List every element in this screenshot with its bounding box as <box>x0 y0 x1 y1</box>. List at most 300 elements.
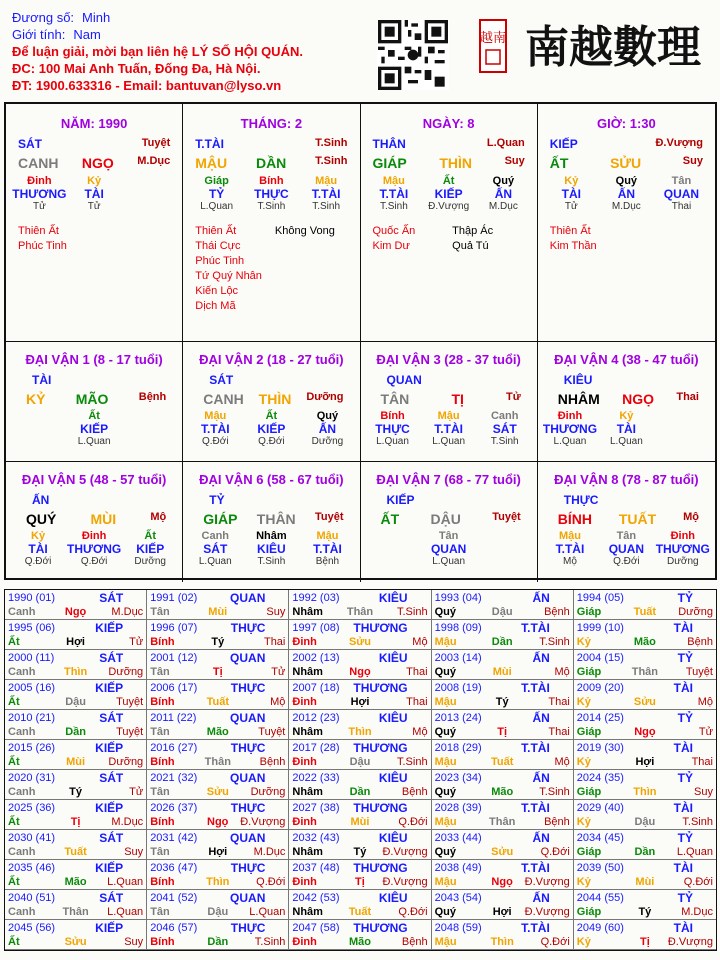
year-stage: Mộ <box>554 756 570 768</box>
hidden-stage: M.Dục <box>611 201 641 212</box>
year-ten-god: THỰC <box>230 681 266 695</box>
year-stem: Mậu <box>434 636 457 648</box>
year-branch: Thìn <box>490 936 514 948</box>
year-stem: Nhâm <box>292 726 323 738</box>
year-ten-god: THƯƠNG <box>353 741 408 755</box>
year-stem: Quý <box>434 726 456 738</box>
year-cell <box>5 920 147 950</box>
year-stage: Thai <box>406 666 428 678</box>
hidden-stem-col <box>244 175 299 212</box>
stars-left <box>361 224 453 254</box>
year-label: 1991 (02) <box>150 592 198 604</box>
year-top <box>150 771 285 785</box>
year-cell <box>147 920 289 950</box>
hidden-stem-col <box>122 530 178 567</box>
pillar-stem-branch-row <box>361 155 537 171</box>
year-branch: Ngọ <box>207 816 229 828</box>
year-bottom <box>435 665 570 679</box>
year-branch: Hợi <box>492 906 512 918</box>
year-ten-god: KIÊU <box>378 891 408 905</box>
year-branch: Tý <box>638 906 652 918</box>
year-stem: Mậu <box>434 816 457 828</box>
year-stage: Tuyệt <box>258 726 286 738</box>
year-cell <box>432 890 574 920</box>
year-stem: Canh <box>8 666 36 678</box>
year-label: 2037 (48) <box>292 862 340 874</box>
year-bottom <box>8 815 143 829</box>
year-cell <box>289 620 431 650</box>
year-branch: Tuất <box>206 696 229 708</box>
year-stem: Kỷ <box>576 816 591 828</box>
year-label: 2027 (38) <box>292 802 340 814</box>
year-branch: Thìn <box>348 726 372 738</box>
year-ten-god: T.TÀI <box>521 921 550 935</box>
star-item: Tứ Quý Nhân <box>195 270 262 282</box>
pillar-ten-god: KIẾP <box>549 137 578 151</box>
stars-right <box>275 224 335 314</box>
hidden-stage: L.Quan <box>553 436 587 447</box>
dai-van-ten-god: KIÊU <box>563 373 593 387</box>
year-cell <box>432 620 574 650</box>
year-stem: Tân <box>150 726 170 738</box>
dai-van-stem: ẤT <box>380 511 400 527</box>
year-ten-god: ẤN <box>532 891 550 905</box>
year-branch: Tị <box>497 726 508 738</box>
year-top <box>292 711 427 725</box>
pillar-cell <box>6 104 183 342</box>
hidden-stem: Kỷ <box>564 175 579 187</box>
dai-van-branch: MÃO <box>75 391 109 407</box>
year-stem: Mậu <box>434 696 457 708</box>
year-stage: Tử <box>698 726 713 738</box>
hidden-stem-col <box>122 410 178 447</box>
dai-van-ten-god: TỶ <box>209 493 225 507</box>
year-stage: Tuyệt <box>116 726 144 738</box>
hidden-stem-col <box>67 175 122 212</box>
dai-van-branch: NGỌ <box>622 391 654 407</box>
dai-van-stem-branch <box>361 391 537 407</box>
star-item: Kim Dư <box>372 240 410 252</box>
hidden-stem-col <box>365 410 421 447</box>
year-branch: Hợi <box>208 846 228 858</box>
year-stem: Kỷ <box>576 756 591 768</box>
dai-van-stage: Mộ <box>683 511 699 523</box>
year-stage: Mộ <box>412 726 428 738</box>
year-stage: Đ.Vượng <box>240 816 286 828</box>
year-branch: Sửu <box>491 846 514 858</box>
qr-code-icon <box>377 20 449 90</box>
year-cell <box>147 740 289 770</box>
year-top <box>435 921 570 935</box>
star-item: Quốc Ấn <box>372 225 416 237</box>
dai-van-ten-god: THỰC <box>563 493 599 507</box>
hidden-ten-god: THƯƠNG <box>67 542 122 556</box>
year-stage: Thai <box>263 636 286 648</box>
year-bottom <box>292 665 427 679</box>
hidden-ten-god: TỶ <box>208 187 225 201</box>
hidden-ten-god: T.TÀI <box>200 422 230 436</box>
year-ten-god: THƯƠNG <box>353 681 408 695</box>
year-branch: Mão <box>64 876 87 888</box>
dai-van-stem-branch <box>361 511 537 527</box>
year-branch: Dần <box>349 786 371 798</box>
year-cell <box>5 740 147 770</box>
hidden-stem-col <box>476 175 531 212</box>
year-cell <box>147 680 289 710</box>
year-top <box>435 771 570 785</box>
pillar-top-row <box>361 137 537 151</box>
year-bottom <box>292 725 427 739</box>
year-ten-god: SÁT <box>99 891 124 905</box>
year-label: 2015 (26) <box>8 742 56 754</box>
year-ten-god: THƯƠNG <box>353 921 408 935</box>
dai-van-stage: Dưỡng <box>306 391 344 403</box>
year-cell <box>432 740 574 770</box>
year-top <box>577 771 713 785</box>
year-label: 2048 (59) <box>434 922 482 934</box>
year-cell <box>5 860 147 890</box>
year-stage: Thai <box>691 756 713 768</box>
year-top <box>435 591 570 605</box>
year-bottom <box>435 845 570 859</box>
year-ten-god: QUAN <box>230 711 266 725</box>
year-ten-god: TÀI <box>673 801 693 815</box>
year-top <box>577 681 713 695</box>
hidden-stem-col <box>12 175 67 212</box>
hidden-stage: T.Sinh <box>490 436 519 447</box>
year-stem: Nhâm <box>292 666 323 678</box>
hidden-stem-col <box>421 410 477 447</box>
year-top <box>435 741 570 755</box>
year-cell <box>289 710 431 740</box>
star-item: Dịch Mã <box>195 300 236 312</box>
hidden-stage: Dưỡng <box>666 556 699 567</box>
year-label: 1995 (06) <box>8 622 56 634</box>
year-stage: Q.Đới <box>256 876 286 888</box>
year-ten-god: KIẾP <box>95 741 124 755</box>
year-ten-god: KIẾP <box>95 861 124 875</box>
year-ten-god: SÁT <box>99 711 124 725</box>
dai-van-cell <box>361 342 538 462</box>
hidden-stem: Quý <box>492 175 515 187</box>
hidden-stem-col <box>243 410 299 447</box>
year-cell <box>289 770 431 800</box>
year-branch: Tị <box>212 666 223 678</box>
year-top <box>435 831 570 845</box>
year-stem: Nhâm <box>292 606 323 618</box>
year-ten-god: TỶ <box>677 771 693 785</box>
year-stage: Thai <box>406 696 428 708</box>
year-ten-god: SÁT <box>99 651 124 665</box>
year-branch: Tị <box>70 816 81 828</box>
hidden-stem: Giáp <box>204 175 229 187</box>
pillar-top-row <box>183 137 359 151</box>
year-top <box>435 651 570 665</box>
dai-van-stem: GIÁP <box>203 511 238 527</box>
year-cell <box>5 710 147 740</box>
hidden-stage: L.Quan <box>200 201 234 212</box>
year-top <box>292 861 427 875</box>
year-ten-god: TÀI <box>673 681 693 695</box>
dai-van-ten-god: SÁT <box>209 373 234 387</box>
year-top <box>150 591 285 605</box>
year-ten-god: ẤN <box>532 771 550 785</box>
hidden-ten-god: KIẾP <box>434 187 463 201</box>
year-ten-god: SÁT <box>99 591 124 605</box>
year-bottom <box>150 815 285 829</box>
star-item: Thiên Ất <box>549 225 591 237</box>
year-label: 2022 (33) <box>292 772 340 784</box>
year-top <box>8 891 143 905</box>
hidden-stem-col <box>542 530 598 567</box>
logo-text: 南越數理 <box>525 22 701 73</box>
dai-van-stem: QUÝ <box>26 511 57 527</box>
year-bottom <box>577 875 713 889</box>
hidden-ten-god: TÀI <box>28 542 48 556</box>
year-top <box>8 831 143 845</box>
year-stem: Nhâm <box>292 846 323 858</box>
year-stage: Đ.Vượng <box>667 936 713 948</box>
year-branch: Tị <box>639 936 650 948</box>
year-stem: Đinh <box>292 636 317 648</box>
year-bottom <box>577 815 713 829</box>
year-top <box>8 591 143 605</box>
pillar-cell <box>538 104 715 342</box>
year-label: 2009 (20) <box>576 682 624 694</box>
year-stage: T.Sinh <box>397 756 428 768</box>
year-stage: Bệnh <box>544 816 570 828</box>
year-cell <box>432 920 574 950</box>
year-branch: Ngọ <box>634 726 656 738</box>
dai-van-stem: BÍNH <box>557 511 592 527</box>
year-top <box>8 861 143 875</box>
year-stem: Đinh <box>292 816 317 828</box>
hidden-stem: Tân <box>616 530 637 542</box>
pillar-branch: SỬU <box>610 155 642 171</box>
hidden-ten-god: KIẾP <box>257 422 286 436</box>
hidden-stage: Dưỡng <box>311 436 344 447</box>
hidden-ten-god: SÁT <box>203 542 228 556</box>
year-stage: Bệnh <box>401 786 428 798</box>
year-top <box>150 741 285 755</box>
dai-van-ten-god: TÀI <box>32 373 52 387</box>
dai-van-cell <box>538 462 715 582</box>
hidden-stage: M.Dục <box>488 201 518 212</box>
hidden-ten-god: KIÊU <box>257 542 286 556</box>
pillar-stem-branch-row <box>538 155 715 171</box>
hidden-ten-god: ẤN <box>318 422 337 436</box>
year-cell <box>574 830 716 860</box>
year-top <box>435 801 570 815</box>
year-ten-god: SÁT <box>99 771 124 785</box>
year-top <box>292 621 427 635</box>
dai-van-ten-god: QUAN <box>386 373 422 387</box>
hidden-stem: Ất <box>144 530 156 542</box>
hidden-ten-god: THỰC <box>375 422 410 436</box>
pillar-hidden-stems <box>183 175 359 212</box>
hidden-stem-col <box>655 530 711 567</box>
dai-van-stage: Tuyệt <box>314 511 344 523</box>
year-top <box>577 861 713 875</box>
year-stem: Mậu <box>434 876 457 888</box>
hidden-stem-col <box>654 175 709 212</box>
year-top <box>292 891 427 905</box>
dai-van-stem: CANH <box>203 391 244 407</box>
hidden-ten-god: SÁT <box>492 422 517 436</box>
pillar-branch: THÌN <box>439 155 472 171</box>
hidden-stem: Quý <box>316 410 339 422</box>
hidden-stem-col <box>477 530 533 567</box>
year-ten-god: KIÊU <box>378 651 408 665</box>
year-cell <box>147 890 289 920</box>
pillar-stage: T.Sinh <box>315 155 348 167</box>
year-top <box>150 621 285 635</box>
year-ten-god: THƯƠNG <box>353 861 408 875</box>
year-stem: Giáp <box>576 906 602 918</box>
year-bottom <box>8 845 143 859</box>
hidden-ten-god: T.TÀI <box>313 542 342 556</box>
year-ten-god: T.TÀI <box>521 801 550 815</box>
dai-van-cell <box>183 342 360 462</box>
year-branch: Tuất <box>64 846 87 858</box>
year-stage: Q.Đới <box>398 816 428 828</box>
year-branch: Thân <box>631 666 659 678</box>
year-bottom <box>577 725 713 739</box>
pillar-stem: CANH <box>18 155 59 171</box>
year-ten-god: THỰC <box>230 621 266 635</box>
year-cell <box>147 800 289 830</box>
dai-van-hidden <box>361 410 537 447</box>
year-stem: Giáp <box>576 726 602 738</box>
year-branch: Hợi <box>635 756 655 768</box>
hidden-ten-god: TÀI <box>561 187 581 201</box>
year-top <box>8 651 143 665</box>
year-bottom <box>577 635 713 649</box>
year-stem: Giáp <box>576 786 602 798</box>
year-bottom <box>577 785 713 799</box>
pillar-stage-top: T.Sinh <box>315 137 348 149</box>
year-branch: Thìn <box>633 786 657 798</box>
year-stem: Canh <box>8 846 36 858</box>
year-ten-god: KIẾP <box>95 621 124 635</box>
year-label: 2002 (13) <box>292 652 340 664</box>
year-label: 2006 (17) <box>150 682 198 694</box>
year-branch: Dậu <box>634 816 656 828</box>
year-bottom <box>577 695 713 709</box>
hidden-stage: Q.Đới <box>613 556 640 567</box>
year-top <box>8 681 143 695</box>
year-stem: Ất <box>8 636 20 648</box>
year-stage: Dưỡng <box>108 666 144 678</box>
year-stage: Dưỡng <box>678 606 713 618</box>
year-cell <box>5 620 147 650</box>
hidden-stem-col <box>299 175 354 212</box>
year-cell <box>147 590 289 620</box>
year-bottom <box>292 905 427 919</box>
year-ten-god: KIÊU <box>378 771 408 785</box>
year-top <box>8 921 143 935</box>
year-cell <box>574 860 716 890</box>
year-label: 2020 (31) <box>8 772 56 784</box>
year-bottom <box>577 905 713 919</box>
year-ten-god: T.TÀI <box>521 681 550 695</box>
year-bottom <box>150 845 285 859</box>
year-stem: Quý <box>434 846 456 858</box>
year-top <box>150 801 285 815</box>
pillar-stem: GIÁP <box>372 155 407 171</box>
year-branch: Thân <box>62 906 89 918</box>
year-cell <box>147 650 289 680</box>
year-cell <box>574 620 716 650</box>
year-label: 1990 (01) <box>8 592 56 604</box>
year-top <box>435 861 570 875</box>
hidden-ten-god: QUAN <box>608 542 645 556</box>
year-stem: Giáp <box>576 666 602 678</box>
year-stem: Nhâm <box>292 786 323 798</box>
year-label: 2036 (47) <box>150 862 198 874</box>
year-top <box>435 711 570 725</box>
pillar-top-row <box>6 137 182 151</box>
year-cell <box>289 800 431 830</box>
annual-luck-table <box>4 589 717 951</box>
year-branch: Tý <box>69 786 83 798</box>
year-ten-god: KIÊU <box>378 831 408 845</box>
year-top <box>150 861 285 875</box>
year-ten-god: KIẾP <box>95 801 124 815</box>
hidden-ten-god: QUAN <box>663 187 700 201</box>
year-bottom <box>435 875 570 889</box>
dai-van-cell <box>361 462 538 582</box>
year-top <box>577 651 713 665</box>
year-stem: Bính <box>150 636 175 648</box>
hidden-stem: Quý <box>615 175 638 187</box>
year-stem: Đinh <box>292 696 317 708</box>
dai-van-stem-branch <box>183 391 359 407</box>
year-top <box>150 891 285 905</box>
year-label: 1994 (05) <box>576 592 624 604</box>
year-stem: Mậu <box>434 936 457 948</box>
year-label: 2019 (30) <box>576 742 624 754</box>
year-label: 2038 (49) <box>434 862 482 874</box>
year-stem: Ất <box>8 696 20 708</box>
year-top <box>577 741 713 755</box>
year-cell <box>5 680 147 710</box>
year-stage: Suy <box>266 606 286 618</box>
year-ten-god: TÀI <box>673 921 693 935</box>
year-stage: T.Sinh <box>682 816 713 828</box>
year-stem: Tân <box>150 606 170 618</box>
year-stage: Tử <box>271 666 286 678</box>
pillar-stage: Suy <box>682 155 703 167</box>
pillar-stem-branch-row <box>183 155 359 171</box>
hidden-ten-god: KIẾP <box>80 422 109 436</box>
year-label: 2026 (37) <box>150 802 198 814</box>
dai-van-ten-god: KIẾP <box>386 493 415 507</box>
hidden-stage: Q.Đới <box>80 556 108 567</box>
dai-van-title: ĐẠI VẬN 6 (58 - 67 tuổi) <box>199 472 344 487</box>
year-branch: Mùi <box>208 606 228 618</box>
year-branch: Tý <box>495 696 509 708</box>
year-stage: L.Quan <box>107 906 144 918</box>
year-cell <box>147 770 289 800</box>
year-label: 2013 (24) <box>434 712 482 724</box>
hidden-stem: Đinh <box>27 175 52 187</box>
year-top <box>577 711 713 725</box>
year-bottom <box>292 605 427 619</box>
hidden-stage: Dưỡng <box>134 556 166 567</box>
year-stage: Tuyệt <box>685 666 713 678</box>
year-stem: Bính <box>150 816 175 828</box>
